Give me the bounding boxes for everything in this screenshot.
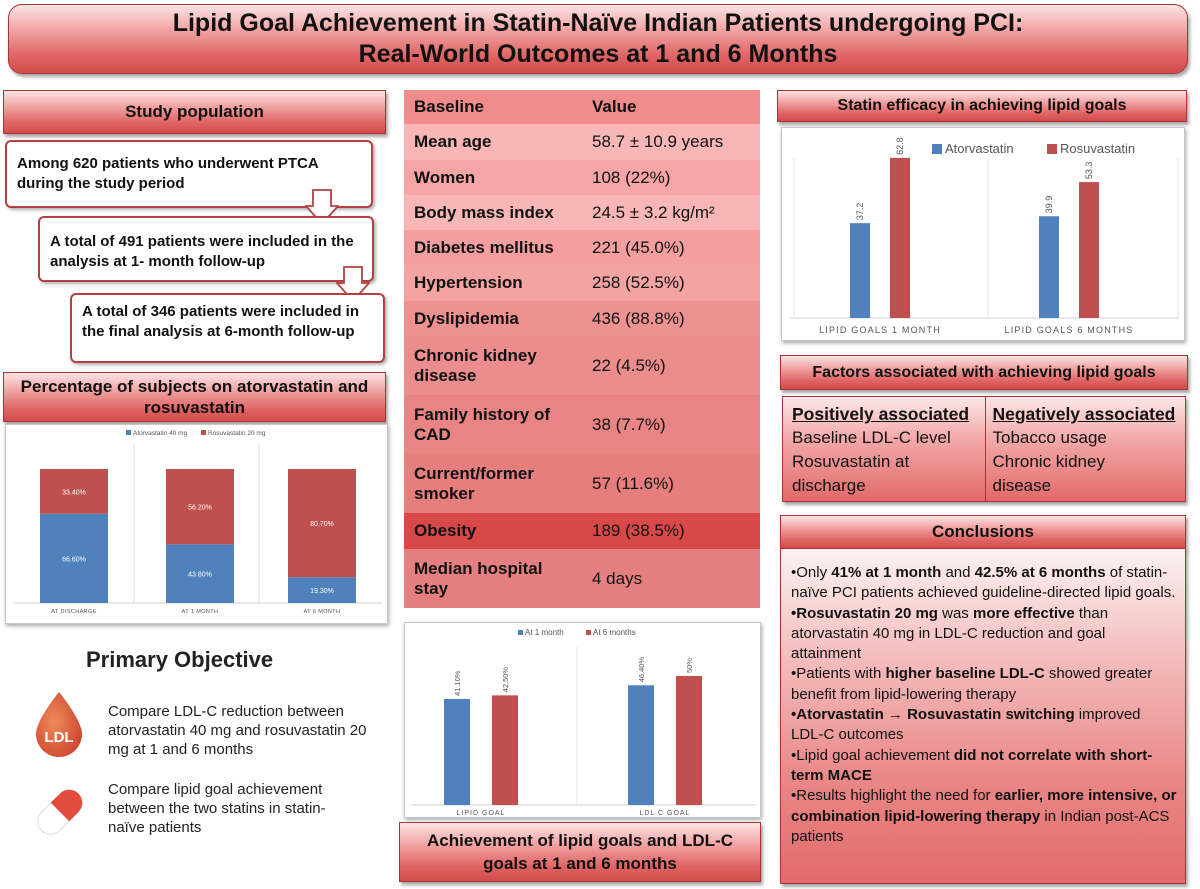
x-tick-label: LIPID GOALS 1 MONTH (819, 325, 941, 335)
stacked-bar-chart-svg (6, 425, 389, 625)
bar-atorvastatin (850, 223, 870, 318)
table-row (404, 301, 760, 336)
data-label: 53.3 (1084, 161, 1094, 180)
legend-swatch-6-months (586, 630, 591, 635)
baseline-table (404, 90, 760, 608)
conclusion-bullet-6: •Results highlight the need for earlier, more intensive, or combination lipid-lowering therapy in Indian post-ACS patients (791, 787, 1177, 845)
table-row (404, 265, 760, 301)
x-tick-label: LIPID GOALS 6 MONTHS (1004, 325, 1134, 335)
row-value: 258 (52.5%) (592, 273, 685, 292)
row-value: 58.7 ± 10.9 years (592, 132, 724, 151)
header-cell: Value (592, 97, 637, 116)
row-label: Mean age (414, 132, 492, 151)
efficacy-bar-chart-svg (782, 128, 1186, 342)
legend-label-atorvastatin: Atorvastatin 40 mg (133, 430, 188, 437)
row-value: 22 (4.5%) (592, 355, 666, 375)
stacked-bar-chart (5, 424, 388, 624)
data-label: 39.9 (1044, 195, 1054, 214)
data-label: 80.70% (310, 521, 334, 529)
table-header-row (404, 90, 760, 124)
row-label: Body mass index (414, 202, 554, 222)
data-label: 42.50% (501, 666, 510, 693)
bar-6-months (676, 676, 702, 805)
achievement-heading (399, 822, 761, 882)
row-value: 24.5 ± 3.2 kg/m² (592, 202, 715, 222)
legend-swatch-atorvastatin (932, 144, 942, 154)
flow-step-2: A total of 491 patients were included in the analysis at 1- month follow-up (38, 216, 374, 282)
study-population-heading-text: Study population (125, 102, 264, 121)
bar-atorvastatin (1039, 216, 1059, 318)
row-label: Median hospital stay (414, 558, 543, 598)
x-tick-label: AT 6 MONTH (303, 609, 341, 615)
data-label: 19.30% (310, 588, 334, 596)
poster-title-line2: Real-World Outcomes at 1 and 6 Months (358, 40, 838, 68)
legend-swatch-rosuvastatin (201, 430, 206, 435)
row-value: 436 (88.8%) (592, 308, 685, 328)
row-label: Diabetes mellitus (414, 237, 554, 257)
bar-1-month (628, 685, 654, 805)
conclusions-heading-text: Conclusions (931, 522, 1034, 541)
legend-label-rosuvastatin: Rosuvastatin 20 mg (208, 430, 266, 437)
table-row (404, 160, 760, 195)
data-label: 50% (685, 657, 694, 673)
table-row (404, 454, 760, 513)
conclusions-heading (780, 515, 1186, 549)
conclusion-bullet-1: •Only 41% at 1 month and 42.5% at 6 months of statin-naïve PCI patients achieved guideline-directed lipid goals. (791, 564, 1176, 602)
row-label: Chronic kidney disease (414, 345, 537, 385)
legend-label-atorvastatin: Atorvastatin (945, 141, 1014, 156)
positive-item: Baseline LDL-C level (792, 428, 951, 447)
table-row (404, 230, 760, 265)
row-value: 38 (7.7%) (592, 414, 666, 434)
flow-step-1: Among 620 patients who underwent PTCA during the study period (5, 140, 373, 208)
objective-item-1: Compare LDL-C reduction between atorvastatin 40 mg and rosuvastatin 20 mg at 1 and 6 months (108, 703, 367, 758)
legend-swatch-1-month (518, 630, 523, 635)
factors-box (782, 396, 1186, 502)
bar-rosuvastatin (890, 158, 910, 318)
legend-swatch-rosuvastatin (1047, 144, 1057, 154)
poster-title-line1: Lipid Goal Achievement in Statin-Naïve Indian Patients undergoing PCI: (172, 9, 1024, 37)
legend-label-1-month: At 1 month (525, 628, 564, 637)
objective-item-2: Compare lipid goal achievement between the two statins in statin-naïve patients (108, 781, 326, 836)
factors-heading-text: Factors associated with achieving lipid goals (812, 363, 1156, 381)
bar-1-month (444, 699, 470, 805)
table-row (404, 124, 760, 160)
row-value: 189 (38.5%) (592, 521, 685, 540)
row-label: Family history of CAD (414, 404, 551, 444)
row-value: 4 days (592, 568, 643, 588)
efficacy-bar-chart (781, 127, 1185, 341)
table-row (404, 395, 760, 454)
data-label: 66.60% (62, 556, 86, 564)
bar-6-months (492, 695, 518, 805)
x-tick-label: AT 1 MONTH (181, 609, 219, 615)
data-label: 41.10% (453, 670, 462, 696)
primary-objective-heading: Primary Objective (86, 647, 274, 672)
negative-factors (986, 397, 1186, 501)
bar-rosuvastatin (1079, 182, 1099, 318)
legend-label-6-months: At 6 months (593, 628, 636, 637)
row-value: 108 (22%) (592, 167, 671, 187)
negative-heading: Negatively associated (992, 404, 1176, 424)
study-population-heading (3, 90, 386, 134)
percentage-heading-text: Percentage of subjects on atorvastatin and rosuvastatin (20, 377, 369, 417)
efficacy-heading-text: Statin efficacy in achieving lipid goals (837, 97, 1127, 114)
conclusion-bullet-3: •Patients with higher baseline LDL-C showed greater benefit from lipid-lowering therapy (791, 665, 1153, 703)
row-value: 221 (45.0%) (592, 237, 685, 257)
conclusions-box (780, 548, 1186, 884)
x-tick-label: LIPID GOAL (456, 810, 506, 817)
data-label: 56.20% (188, 504, 212, 512)
data-label: 43.80% (188, 571, 212, 579)
table-row (404, 195, 760, 230)
row-label: Women (414, 167, 476, 187)
row-label: Dyslipidemia (414, 308, 519, 328)
header-cell: Baseline (414, 97, 484, 116)
positive-heading: Positively associated (792, 404, 970, 424)
negative-item: Chronic kidney disease (992, 452, 1105, 495)
table-row (404, 513, 760, 549)
conclusion-bullet-4: •Atorvastatin → Rosuvastatin switching improved LDL-C outcomes (791, 706, 1141, 744)
data-label: 33.40% (62, 489, 86, 497)
efficacy-heading (777, 90, 1187, 122)
factors-heading (780, 355, 1188, 390)
legend-label-rosuvastatin: Rosuvastatin (1060, 141, 1136, 156)
negative-item: Tobacco usage (992, 428, 1107, 447)
x-tick-label: LDL C GOAL (639, 810, 691, 817)
data-label: 37.2 (855, 202, 865, 221)
positive-factors (783, 397, 986, 501)
table-row (404, 336, 760, 395)
x-tick-label: AT DISCHARGE (51, 609, 97, 615)
flow-step-3: A total of 346 patients were included in the final analysis at 6-month follow-up (70, 293, 385, 363)
data-label: 62.8 (895, 137, 905, 155)
achievement-bar-chart-svg (405, 623, 762, 819)
row-label: Obesity (414, 521, 477, 540)
table-row (404, 549, 760, 608)
percentage-heading (3, 372, 386, 422)
row-label: Hypertension (414, 273, 523, 292)
poster-title (8, 4, 1188, 74)
conclusion-bullet-5: •Lipid goal achievement did not correlate with short-term MACE (791, 746, 1153, 784)
achievement-heading-text: Achievement of lipid goals and LDL-C goals at 1 and 6 months (426, 831, 734, 873)
positive-item: Rosuvastatin at discharge (792, 452, 910, 495)
row-label: Current/former smoker (414, 463, 534, 503)
legend-swatch-atorvastatin (126, 430, 131, 435)
achievement-bar-chart (404, 622, 761, 818)
row-value: 57 (11.6%) (592, 473, 674, 493)
conclusion-bullet-2: •Rosuvastatin 20 mg was more effective than atorvastatin 40 mg in LDL-C reduction and goal attainment (791, 604, 1109, 663)
ldl-drop-icon (30, 690, 88, 758)
data-label: 46.40% (637, 656, 646, 683)
pill-capsule-icon (30, 782, 90, 842)
ldl-icon-label: LDL (44, 729, 74, 746)
